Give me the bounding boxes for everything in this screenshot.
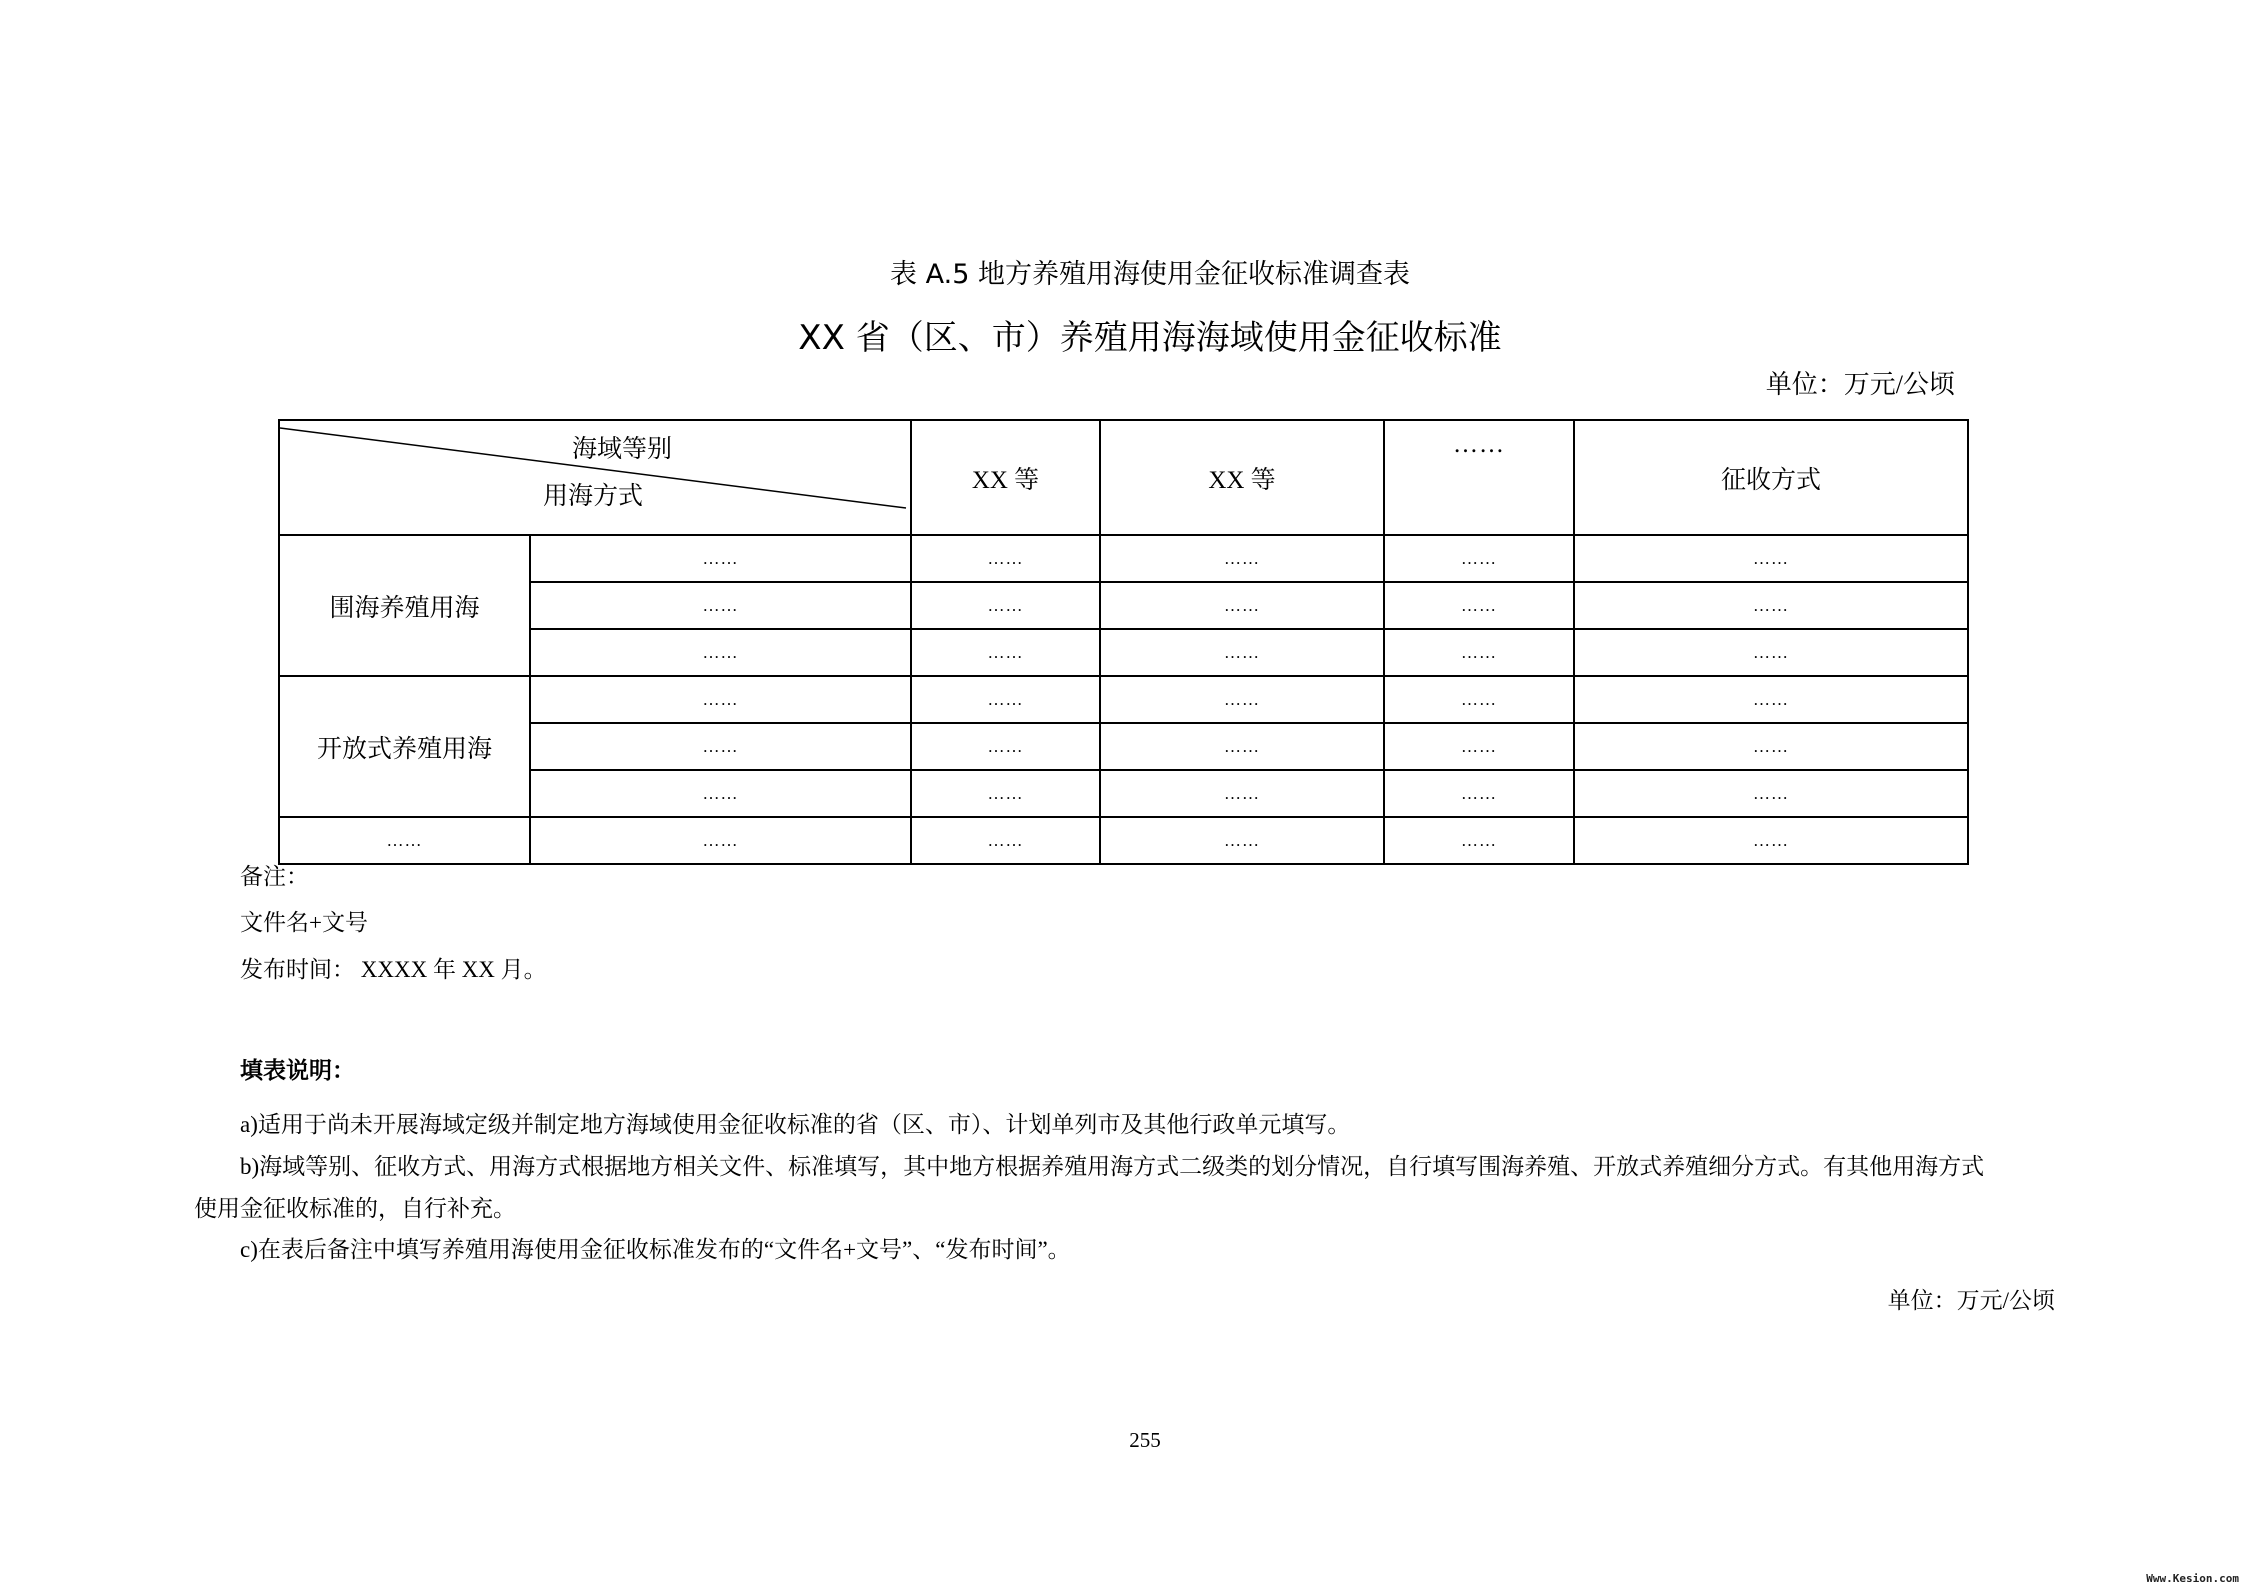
page-number: 255 xyxy=(1129,1428,1161,1452)
usage-type-header: 用海方式 xyxy=(543,481,644,510)
sea-grade-header: 海域等别 xyxy=(572,434,673,463)
table-row xyxy=(279,535,1968,582)
table-row xyxy=(279,629,1968,676)
column-header: …… xyxy=(1384,420,1574,535)
table-cell: …… xyxy=(1384,817,1574,864)
table-row xyxy=(279,676,1968,723)
table-cell: …… xyxy=(911,676,1100,723)
table-cell: …… xyxy=(1574,535,1968,582)
table-cell: …… xyxy=(1100,770,1384,817)
table-cell: …… xyxy=(1384,723,1574,770)
table-row xyxy=(279,723,1968,770)
table-cell: …… xyxy=(530,629,911,676)
table-cell: …… xyxy=(1384,770,1574,817)
column-header: XX 等 xyxy=(1100,420,1384,535)
instruction-b-continued: 使用金征收标准的，自行补充。 xyxy=(194,1196,516,1221)
table-cell: …… xyxy=(911,817,1100,864)
instructions-title: 填表说明： xyxy=(240,1058,355,1084)
collection-method-header: 征收方式 xyxy=(1574,420,1968,535)
instruction-b: b)海域等别、征收方式、用海方式根据地方相关文件、标准填写，其中地方根据养殖用海方式二级类的划分情况，自行填写围海养殖、开放式养殖细分方式。有其他用海方式 xyxy=(240,1154,1985,1179)
category-open-aquaculture: 开放式养殖用海 xyxy=(279,676,530,817)
table-cell: …… xyxy=(1574,770,1968,817)
table-cell: …… xyxy=(911,723,1100,770)
column-header: XX 等 xyxy=(911,420,1100,535)
table-cell: …… xyxy=(1574,582,1968,629)
table-header-row xyxy=(279,420,1968,535)
instruction-c: c)在表后备注中填写养殖用海使用金征收标准发布的“文件名+文号”、“发布时间”。 xyxy=(240,1237,1071,1262)
table-title: 表 A.5 地方养殖用海使用金征收标准调查表 xyxy=(890,259,1410,290)
table-cell: …… xyxy=(530,582,911,629)
table-cell: …… xyxy=(1100,582,1384,629)
table-cell: …… xyxy=(1384,629,1574,676)
unit-label-bottom: 单位：万元/公顷 xyxy=(1887,1288,2055,1313)
table-cell: …… xyxy=(1100,723,1384,770)
table-cell: …… xyxy=(911,535,1100,582)
table-cell: …… xyxy=(530,770,911,817)
table-cell: …… xyxy=(530,676,911,723)
table-cell: …… xyxy=(911,582,1100,629)
unit-label-top: 单位：万元/公顷 xyxy=(1765,370,1955,399)
table-cell: …… xyxy=(530,723,911,770)
table-cell: …… xyxy=(279,817,530,864)
notes-document-name: 文件名+文号 xyxy=(240,910,368,935)
instruction-a: a)适用于尚未开展海域定级并制定地方海域使用金征收标准的省（区、市）、计划单列市及其他行政单元填写。 xyxy=(240,1112,1351,1137)
table-subtitle: XX 省（区、市）养殖用海海域使用金征收标准 xyxy=(798,318,1502,358)
table-cell: …… xyxy=(530,535,911,582)
table-row xyxy=(279,582,1968,629)
notes-label: 备注： xyxy=(240,864,309,889)
table-cell: …… xyxy=(1100,676,1384,723)
table-cell: …… xyxy=(1100,629,1384,676)
watermark: Www.Kesion.com xyxy=(2146,1572,2239,1585)
survey-table xyxy=(278,419,1969,865)
diagonal-header-cell xyxy=(279,420,911,535)
table-cell: …… xyxy=(530,817,911,864)
table-cell: …… xyxy=(1384,535,1574,582)
table-cell: …… xyxy=(1100,535,1384,582)
table-cell: …… xyxy=(1574,723,1968,770)
table-cell: …… xyxy=(1574,629,1968,676)
table-cell: …… xyxy=(911,770,1100,817)
table-row xyxy=(279,817,1968,864)
table-cell: …… xyxy=(1100,817,1384,864)
notes-release-date: 发布时间： XXXX 年 XX 月。 xyxy=(240,957,547,982)
table-cell: …… xyxy=(1574,676,1968,723)
table-cell: …… xyxy=(1574,817,1968,864)
table-cell: …… xyxy=(911,629,1100,676)
category-enclosed-aquaculture: 围海养殖用海 xyxy=(279,535,530,676)
table-cell: …… xyxy=(1384,582,1574,629)
table-cell: …… xyxy=(1384,676,1574,723)
table-row xyxy=(279,770,1968,817)
